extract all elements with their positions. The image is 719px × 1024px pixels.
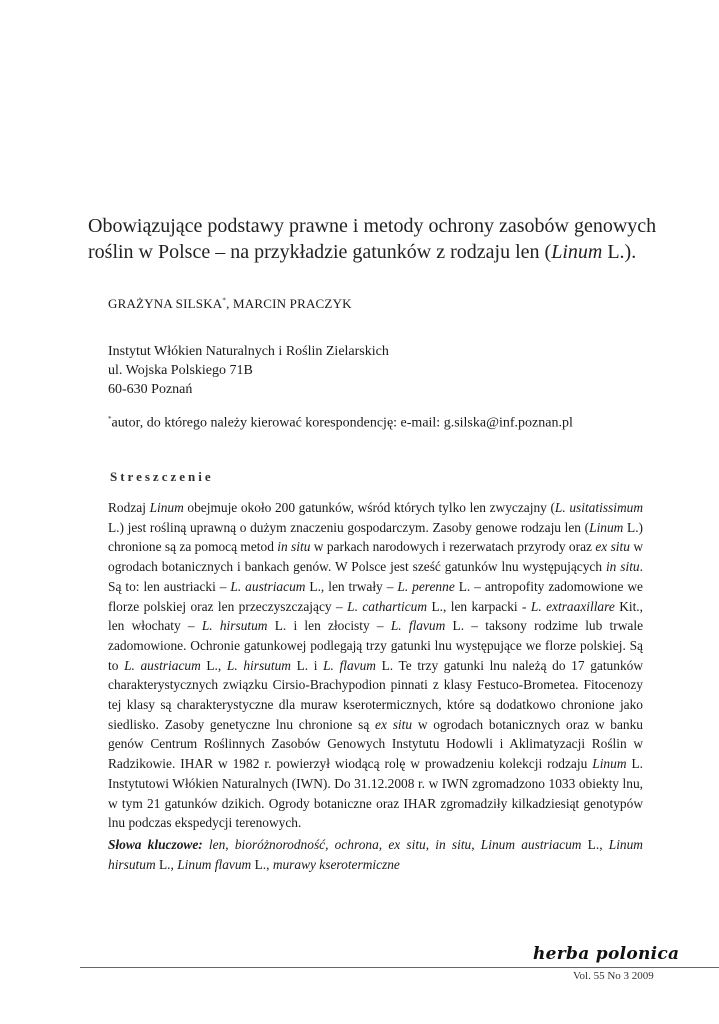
abstract-segment: L. austriacum (124, 657, 201, 673)
keywords-segment: L., (251, 856, 273, 872)
abstract-segment: L. austriacum (230, 578, 306, 594)
abstract-segment: obejmuje około 200 gatunków, wśród których tylko len zwyczajny ( (183, 500, 555, 515)
keywords-label: Słowa kluczowe: (108, 837, 203, 852)
abstract-segment: L. i (290, 657, 324, 673)
volume-info: Vol. 55 No 3 2009 (573, 970, 654, 982)
journal-logo: herba polonica (533, 944, 680, 964)
abstract-heading: Streszczenie (110, 469, 214, 484)
abstract-segment: ex situ (375, 716, 413, 732)
abstract-body (108, 498, 643, 833)
abstract-segment: L. Instytutowi Włókien Naturalnych (IWN). Do 31.12.2008 r. w IWN zgromadzono 1033 obiekty lnu, w tym 21 gatunków dzikich. Ogrody botaniczne oraz IHAR zgromadziły kilkadziesiąt genotypów lnu podczas ekspedycji terenowych. (108, 756, 643, 831)
abstract-segment: L. Te trzy gatunki lnu należą do 17 gatunków charakterystycznych związku Cirsio-Brachypodion pinnati z klasy Festuco-Brometea. Fitocenozy tej klasy są charakterystyczne dla muraw kserotermicznych, które są dodatkowo chronione jako siedlisko. Zasoby genetyczne lnu chronione są (108, 657, 644, 732)
abstract-segment: Linum (589, 519, 624, 535)
article-title (88, 213, 678, 265)
abstract-segment: L. hirsutum (226, 657, 291, 673)
abstract-segment: L. – antropofity zadomowione we florze polskiej oraz len przeczyszczający – (108, 578, 643, 614)
keywords-segment: len, bioróżnorodność, ochrona, ex situ, in situ, Linum austriacum (202, 837, 582, 852)
abstract-segment: L. – taksony rodzime lub trwale zadomowione. Ochronie gatunkowej podlegają trzy gatunki lnu występujące we florze polskiej. Są to (108, 618, 644, 673)
title-line-1: Obowiązujące podstawy prawne i metody ochrony zasobów genowych (88, 215, 657, 237)
abstract-segment: L. usitatissimum (554, 500, 643, 515)
abstract-segment: L. hirsutum (201, 618, 268, 634)
keywords (108, 835, 643, 874)
abstract-segment: L., (200, 657, 227, 673)
abstract-segment: Kit., len włochaty – (108, 598, 644, 634)
keywords-segment: Linum flavum (177, 856, 252, 872)
abstract-segment: L. i len złocisty – (267, 618, 391, 634)
affiliation-institute: Instytut Włókien Naturalnych i Roślin Zielarskich (108, 344, 389, 359)
title-line-2-end: L.). (602, 241, 637, 263)
abstract-segment: w ogrodach botanicznych oraz w banku genów Centrum Roślinnych Zasobów Genowych Instytutu Hodowli i Aklimatyzacji Roślin w Radzikowie. IHAR w 1982 r. powierzył wiodącą rolę w prowadzeniu kolekcji rodzaju (108, 716, 644, 772)
abstract-segment: . Są to: len austriacki – (108, 559, 643, 594)
abstract-segment: L. flavum (323, 657, 376, 673)
abstract-segment: L., len trwały – (305, 578, 398, 594)
affiliation-city: 60-630 Poznań (108, 382, 193, 397)
keywords-segment: Linum hirsutum (108, 837, 643, 872)
author-first: GRAŻYNA SILSKA (108, 296, 223, 311)
abstract-segment: Linum (149, 500, 184, 515)
correspondence-marker: * (108, 415, 112, 423)
corresponding-marker: * (222, 296, 227, 305)
keywords-segment: L., (155, 856, 178, 872)
abstract-segment: Linum (592, 756, 627, 772)
keywords-segment: murawy kserotermiczne (272, 856, 400, 872)
keywords-segment: L., (581, 837, 609, 852)
abstract-segment: L. flavum (390, 618, 446, 634)
abstract-segment: in situ (605, 559, 640, 575)
title-line-2-text: roślin w Polsce – na przykładzie gatunków z rodzaju len ( (88, 241, 552, 263)
abstract-segment: ex situ (595, 539, 630, 555)
title-genus: Linum (551, 241, 603, 263)
author-rest: , MARCIN PRACZYK (226, 296, 352, 311)
abstract-segment: L., len karpacki - (427, 598, 531, 614)
abstract-segment: L. perenne (397, 578, 455, 594)
abstract-segment: L.) chronione są za pomocą metod (108, 519, 643, 555)
abstract-segment: w parkach narodowych i rezerwatach przyrody oraz (310, 539, 596, 555)
footer-divider (80, 967, 719, 968)
abstract-segment: L. catharticum (347, 598, 428, 614)
author-list (108, 296, 352, 312)
abstract-segment: L. extraaxillare (530, 598, 615, 614)
abstract-segment: L.) jest rośliną uprawną o dużym znaczeniu gospodarczym. Zasoby genowe rodzaju len ( (108, 519, 590, 535)
correspondence-note (108, 415, 668, 432)
correspondence-text: autor, do którego należy kierować korespondencję: e-mail: g.silska@inf.poznan.pl (111, 415, 573, 431)
affiliation (108, 342, 389, 399)
abstract-segment: in situ (277, 539, 311, 555)
abstract-segment: Rodzaj (108, 500, 150, 515)
abstract-segment: w ogrodach botanicznych i bankach genów. W Polsce jest sześć gatunków lnu występujących (108, 539, 643, 575)
affiliation-street: ul. Wojska Polskiego 71B (108, 363, 253, 378)
